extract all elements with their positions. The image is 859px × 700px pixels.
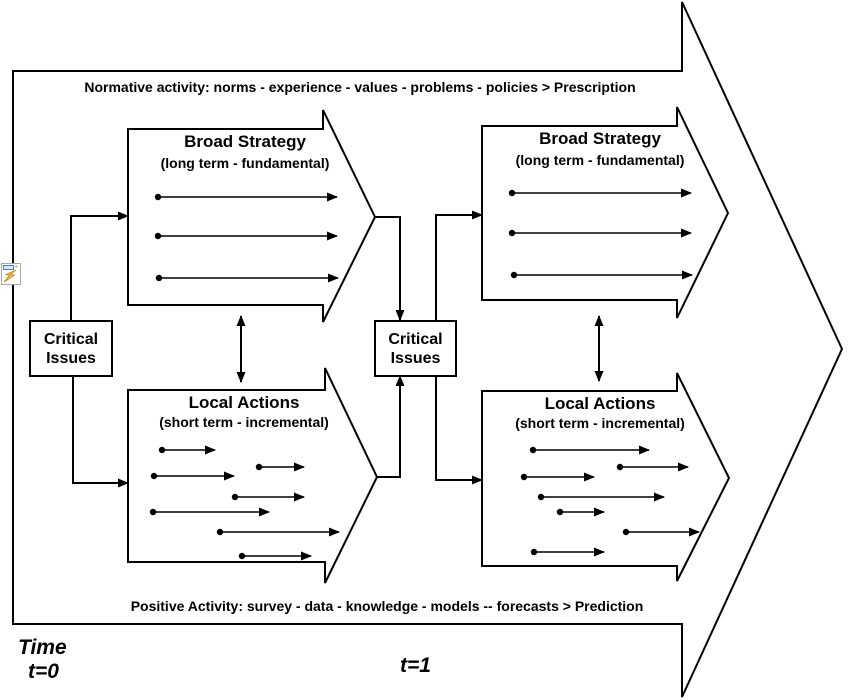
broad-strategy-title-2: Broad Strategy xyxy=(539,129,661,148)
normative-activity-banner: Normative activity: norms - experience - values - problems - policies > Prescription xyxy=(84,79,636,95)
positive-activity-banner: Positive Activity: survey - data - knowledge - models -- forecasts > Prediction xyxy=(130,598,644,614)
local-actions-subtitle-1: (short term - incremental) xyxy=(159,414,329,430)
local-actions-title-2: Local Actions xyxy=(544,394,656,413)
broad-strategy-subtitle-1: (long term - fundamental) xyxy=(160,155,330,171)
broad-strategy-title-1: Broad Strategy xyxy=(184,132,306,151)
critical-issues-box-2: Critical Issues xyxy=(374,320,457,377)
local-actions-title-1: Local Actions xyxy=(188,393,300,412)
time-t1-label: t=1 xyxy=(400,654,431,677)
critical-issues-box-1: Critical Issues xyxy=(29,320,113,377)
time-t0-label: t=0 xyxy=(28,660,59,683)
broad-strategy-subtitle-2: (long term - fundamental) xyxy=(515,152,685,168)
lightning-bolt-icon xyxy=(2,264,20,284)
local-actions-subtitle-2: (short term - incremental) xyxy=(515,415,685,431)
time-axis-label: Time xyxy=(18,636,67,659)
autocorrect-options-button[interactable] xyxy=(1,263,21,285)
